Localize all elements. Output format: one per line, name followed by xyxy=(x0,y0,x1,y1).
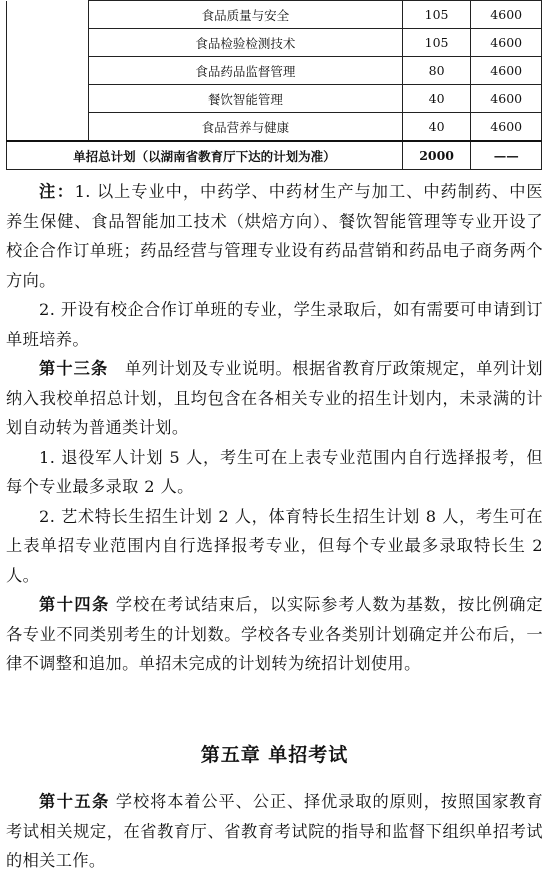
chapter-title: 第五章 单招考试 xyxy=(200,744,349,766)
note-paragraph-1 xyxy=(6,177,543,295)
total-count-cell: 2000 xyxy=(402,141,471,170)
note-1-text: 1. 以上专业中，中药学、中药材生产与加工、中药制药、中医养生保健、食品智能加工技术（烘焙方向）、餐饮智能管理等专业开设了校企合作订单班；药品经营与管理专业设有药品营销和药品电子商务两个方向。 xyxy=(6,182,543,290)
total-row xyxy=(7,141,542,170)
article-14-label: 第十四条 xyxy=(39,595,110,614)
body-text xyxy=(6,177,543,679)
article-14-paragraph xyxy=(6,590,543,679)
article-13-item-1: 1. 退役军人计划 5 人，考生可在上表专业范围内自行选择报考，但每个专业最多录取 2 人。 xyxy=(6,447,543,496)
major-cell: 食品质量与安全 xyxy=(89,1,403,29)
major-cell: 食品营养与健康 xyxy=(89,113,403,142)
plan-count-cell: 105 xyxy=(402,29,471,57)
enrollment-plan-table xyxy=(6,0,542,170)
article-15-text: 学校将本着公平、公正、择优录取的原则，按照国家教育考试相关规定，在省教育厅、省教育考试院的指导和监督下组织单招考试的相关工作。 xyxy=(6,792,544,870)
total-fee-cell: —— xyxy=(471,141,542,170)
tuition-cell: 4600 xyxy=(471,57,542,85)
article-13-label: 第十三条 xyxy=(39,359,109,378)
article-13-paragraph xyxy=(6,354,543,443)
table-row xyxy=(7,1,542,29)
tuition-cell: 4600 xyxy=(471,85,542,113)
plan-count-cell: 40 xyxy=(402,85,471,113)
tuition-cell: 4600 xyxy=(471,113,542,142)
article-15-block xyxy=(6,787,543,876)
article-15-paragraph xyxy=(6,787,543,876)
article-13-text: 单列计划及专业说明。根据省教育厅政策规定，单列计划纳入我校单招总计划，且均包含在各相关专业的招生计划内，未录满的计划自动转为普通类计划。 xyxy=(6,359,544,437)
plan-count-cell: 40 xyxy=(402,113,471,142)
plan-count-cell: 80 xyxy=(402,57,471,85)
major-cell: 食品检验检测技术 xyxy=(89,29,403,57)
total-label-cell: 单招总计划（以湖南省教育厅下达的计划为准） xyxy=(7,141,403,170)
tuition-cell: 4600 xyxy=(471,29,542,57)
note-label: 注： xyxy=(39,182,75,201)
major-cell: 餐饮智能管理 xyxy=(89,85,403,113)
plan-count-cell: 105 xyxy=(402,1,471,29)
article-15-label: 第十五条 xyxy=(39,792,110,811)
note-paragraph-2: 2. 开设有校企合作订单班的专业，学生录取后，如有需要可申请到订单班培养。 xyxy=(6,300,543,349)
article-13-item-2: 2. 艺术特长生招生计划 2 人，体育特长生招生计划 8 人，考生可在上表单招专业范围内自行选择报考专业，但每个专业最多录取特长生 2 人。 xyxy=(6,506,543,585)
major-cell: 食品药品监督管理 xyxy=(89,57,403,85)
category-cell xyxy=(7,1,89,142)
article-14-text: 学校在考试结束后，以实际参考人数为基数，按比例确定各专业不同类别考生的计划数。学校各专业各类别计划确定并公布后，一律不调整和追加。单招未完成的计划转为统招计划使用。 xyxy=(6,595,544,673)
tuition-cell: 4600 xyxy=(471,1,542,29)
